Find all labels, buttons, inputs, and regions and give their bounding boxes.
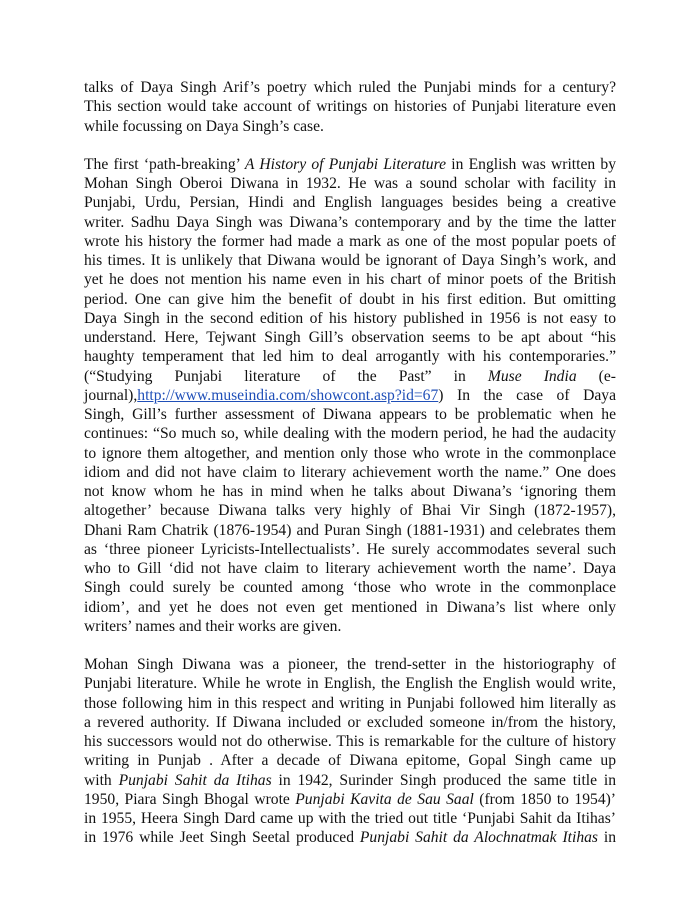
text-line bbox=[84, 78, 616, 97]
text-run: his successors would not do otherwise. This is remarkable for the culture of history bbox=[84, 733, 616, 750]
text-line bbox=[84, 309, 616, 328]
paragraph bbox=[84, 655, 616, 848]
text-line bbox=[84, 694, 616, 713]
text-line bbox=[84, 405, 616, 424]
paragraph bbox=[84, 78, 616, 136]
text-run: those following him in this respect and writing in Punjabi followed him literally as bbox=[84, 694, 616, 712]
text-run: with bbox=[84, 771, 119, 789]
italic-title: Muse India bbox=[487, 367, 577, 385]
text-run: The first ‘path-breaking’ bbox=[84, 155, 245, 173]
text-line bbox=[84, 117, 616, 136]
text-line bbox=[84, 598, 616, 617]
text-line bbox=[84, 540, 616, 559]
text-line bbox=[84, 674, 616, 693]
text-line bbox=[84, 578, 616, 597]
text-run: as ‘three pioneer Lyricists-Intellectualists’. He surely accommodates several such bbox=[84, 540, 616, 558]
text-run: idiom’, and yet he does not even get mentioned in Diwana’s list where only bbox=[84, 598, 616, 616]
text-run: writers’ names and their works are given. bbox=[84, 617, 342, 635]
text-line bbox=[84, 521, 616, 540]
text-run: Punjabi literature. While he wrote in English, the English the English would write, bbox=[84, 675, 616, 693]
text-line bbox=[84, 751, 616, 770]
text-line bbox=[84, 617, 616, 636]
text-run: period. One can give him the benefit of doubt in his first edition. But omitting bbox=[84, 290, 616, 308]
text-run: continues: “So much so, while dealing with the modern period, he had the audacity bbox=[84, 425, 616, 443]
text-run: Daya Singh in the second edition of his history published in 1956 is not easy to bbox=[84, 309, 616, 327]
text-run: writer. Sadhu Daya Singh was Diwana’s contemporary and by the time the latter bbox=[84, 213, 616, 231]
text-run: haughty temperament that led him to deal arrogantly with his contemporaries.” bbox=[84, 348, 616, 366]
text-line bbox=[84, 367, 616, 386]
text-line bbox=[84, 424, 616, 443]
text-run: Singh, Gill’s further assessment of Diwana appears to be problematic when he bbox=[84, 406, 616, 423]
text-run: in 1942, Surinder Singh produced the same title in bbox=[271, 771, 617, 789]
text-run: a revered authority. If Diwana included or excluded someone in/from the history, bbox=[84, 713, 616, 731]
text-run: in English was written by bbox=[446, 155, 616, 173]
text-run: journal), bbox=[84, 386, 138, 404]
text-line bbox=[84, 828, 616, 847]
text-line bbox=[84, 790, 616, 809]
text-run: 1950, Piara Singh Bhogal wrote bbox=[84, 790, 296, 808]
text-run: understand. Here, Tejwant Singh Gill’s observation seems to be apt about “his bbox=[84, 329, 616, 346]
text-run: not know whom he has in mind when he talks about Diwana’s ‘ignoring them bbox=[84, 483, 616, 500]
text-line bbox=[84, 213, 616, 232]
text-line bbox=[84, 559, 616, 578]
text-line bbox=[84, 386, 616, 405]
text-line bbox=[84, 174, 616, 193]
text-run: to ignore them altogether, and mention only those who wrote in the commonplace bbox=[84, 444, 616, 462]
text-line bbox=[84, 482, 616, 501]
italic-title: Punjabi Sahit da Alochnatmak Itihas bbox=[359, 829, 598, 847]
italic-title: A History of Punjabi Literature bbox=[244, 155, 447, 173]
text-run: idiom and did not have claim to literary achievement worth the name.” One does bbox=[84, 463, 616, 481]
text-line bbox=[84, 732, 616, 751]
text-run: in bbox=[597, 829, 616, 847]
text-run: This section would take account of writings on histories of Punjabi literature even bbox=[84, 98, 616, 116]
text-run: (from 1850 to 1954)’ bbox=[473, 790, 616, 808]
text-line bbox=[84, 347, 616, 366]
text-line bbox=[84, 771, 616, 790]
text-run: Dhani Ram Chatrik (1876-1954) and Puran Singh (1881-1931) and celebrates them bbox=[84, 521, 616, 539]
text-line bbox=[84, 251, 616, 270]
text-run: (e- bbox=[576, 367, 616, 385]
text-run: yet he does not mention his name even in his chart of minor poets of the British bbox=[84, 271, 616, 289]
text-run: while focussing on Daya Singh’s case. bbox=[84, 117, 324, 135]
text-line bbox=[84, 232, 616, 251]
text-run: in 1976 while Jeet Singh Seetal produced bbox=[84, 829, 360, 847]
italic-title: Punjabi Sahit da Itihas bbox=[118, 771, 272, 789]
text-run: Mohan Singh Diwana was a pioneer, the trend-setter in the historiography of bbox=[84, 656, 616, 673]
text-line bbox=[84, 501, 616, 520]
text-line bbox=[84, 193, 616, 212]
url-link[interactable]: http://www.museindia.com/showcont.asp?id=67 bbox=[137, 386, 439, 404]
text-line bbox=[84, 444, 616, 463]
text-line bbox=[84, 97, 616, 116]
text-run: talks of Daya Singh Arif’s poetry which ruled the Punjabi minds for a century? bbox=[84, 79, 616, 96]
text-run: ) In the case of Daya bbox=[438, 386, 616, 404]
paragraph bbox=[84, 155, 616, 636]
document-page bbox=[84, 78, 616, 848]
text-run: Punjabi, Urdu, Persian, Hindi and English languages besides being a creative bbox=[84, 194, 616, 212]
text-run: (“Studying Punjabi literature of the Past” in bbox=[84, 367, 488, 385]
text-run: in 1955, Heera Singh Dard came up with the tried out title ‘Punjabi Sahit da Itihas’ bbox=[84, 810, 616, 827]
text-run: Mohan Singh Oberoi Diwana in 1932. He was a sound scholar with facility in bbox=[84, 175, 616, 192]
text-run: wrote his history the former had made a mark as one of the most popular poets of bbox=[84, 232, 616, 250]
text-line bbox=[84, 713, 616, 732]
text-line bbox=[84, 328, 616, 347]
text-line bbox=[84, 155, 616, 174]
text-run: writing in Punjab . After a decade of Diwana epitome, Gopal Singh came up bbox=[84, 752, 616, 770]
italic-title: Punjabi Kavita de Sau Saal bbox=[295, 790, 474, 808]
text-run: Singh could surely be counted among ‘those who wrote in the commonplace bbox=[84, 579, 616, 597]
text-line bbox=[84, 270, 616, 289]
text-run: his times. It is unlikely that Diwana would be ignorant of Daya Singh’s work, and bbox=[84, 252, 616, 269]
text-line bbox=[84, 655, 616, 674]
text-run: who to Gill ‘did not have claim to literary achievement worth the name’. Daya bbox=[84, 560, 616, 577]
text-line bbox=[84, 290, 616, 309]
text-line bbox=[84, 463, 616, 482]
text-run: altogether’ because Diwana talks very highly of Bhai Vir Singh (1872-1957), bbox=[84, 502, 616, 520]
text-line bbox=[84, 809, 616, 828]
